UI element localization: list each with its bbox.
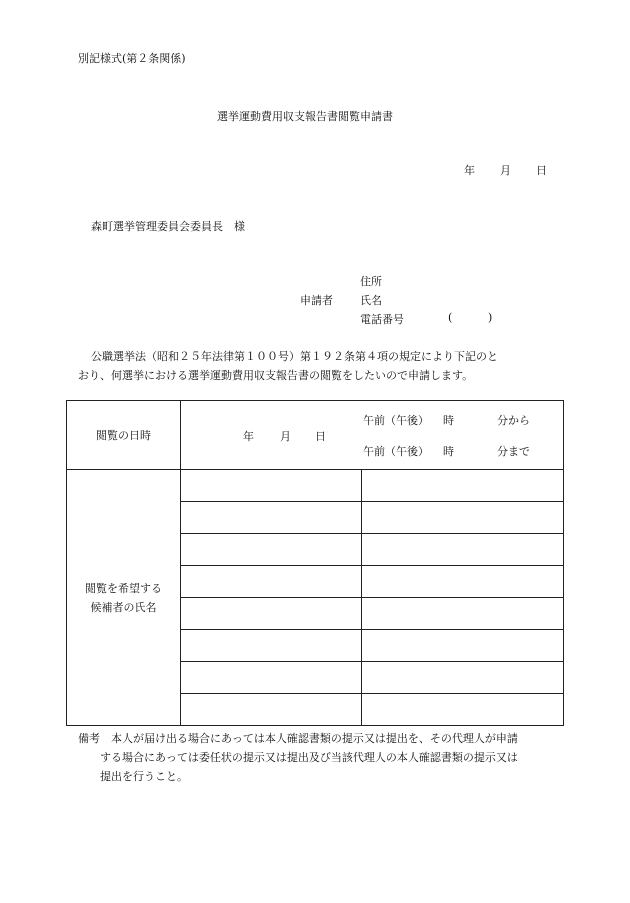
address-label: 住所: [360, 275, 382, 288]
year-label: 年: [243, 430, 254, 443]
remarks-line3: 提出を行うこと。: [100, 770, 188, 783]
candidate-names-label: [67, 470, 181, 726]
addressee: 森町選挙管理委員会委員長 様: [91, 220, 245, 233]
candidate-name-cell[interactable]: [362, 662, 564, 694]
ampm-from-label: 午前（午後）: [363, 414, 429, 427]
candidate-name-cell[interactable]: [181, 662, 362, 694]
candidate-label-line1: 閲覧を希望する: [85, 581, 162, 595]
candidate-name-cell[interactable]: [181, 534, 362, 566]
phone-label: 電話番号: [360, 313, 404, 326]
remarks-line1: 備考 本人が届け出る場合にあっては本人確認書類の提示又は提出を、その代理人が申請: [78, 732, 518, 745]
candidate-name-cell[interactable]: [362, 630, 564, 662]
form-number: 別記様式(第２条関係): [78, 52, 186, 65]
day-label: 日: [315, 430, 326, 443]
viewing-datetime-label: 閲覧の日時: [67, 401, 181, 470]
candidate-row: [67, 470, 564, 502]
remarks-line2: する場合にあっては委任状の提示又は提出及び当該代理人の本人確認書類の提示又は: [100, 751, 518, 764]
phone-paren-close: ): [488, 311, 493, 324]
candidate-label-line2: 候補者の氏名: [90, 600, 157, 614]
candidate-name-cell[interactable]: [181, 694, 362, 726]
hour-from-label: 時: [443, 414, 454, 427]
body-text-line2: おり、何選挙における選挙運動費用収支報告書の閲覧をしたいので申請します。: [78, 369, 474, 382]
candidate-name-cell[interactable]: [362, 694, 564, 726]
applicant-label: 申請者: [300, 294, 333, 307]
candidate-name-cell[interactable]: [181, 598, 362, 630]
hour-to-label: 時: [443, 445, 454, 458]
date-day-label: 日: [536, 164, 547, 177]
candidate-name-cell[interactable]: [362, 534, 564, 566]
minute-from-label: 分から: [497, 414, 530, 427]
candidate-name-cell[interactable]: [362, 502, 564, 534]
application-table: [66, 400, 564, 726]
month-label: 月: [280, 430, 291, 443]
name-label: 氏名: [360, 294, 382, 307]
candidate-name-cell[interactable]: [181, 630, 362, 662]
body-text-line1: 公職選挙法（昭和２５年法律第１００号）第１９２条第４項の規定により下記のと: [91, 350, 498, 363]
minute-to-label: 分まで: [497, 445, 530, 458]
ampm-to-label: 午前（午後）: [363, 445, 429, 458]
candidate-name-cell[interactable]: [181, 566, 362, 598]
form-title: 選挙運動費用収支報告書閲覧申請書: [217, 110, 393, 123]
viewing-datetime-field[interactable]: [181, 401, 564, 470]
candidate-name-cell[interactable]: [362, 470, 564, 502]
phone-paren-open: (: [448, 311, 453, 324]
candidate-name-cell[interactable]: [362, 566, 564, 598]
date-month-label: 月: [500, 164, 511, 177]
candidate-name-cell[interactable]: [362, 598, 564, 630]
date-year-label: 年: [464, 164, 475, 177]
candidate-name-cell[interactable]: [181, 502, 362, 534]
candidate-name-cell[interactable]: [181, 470, 362, 502]
viewing-datetime-row: [67, 401, 564, 470]
